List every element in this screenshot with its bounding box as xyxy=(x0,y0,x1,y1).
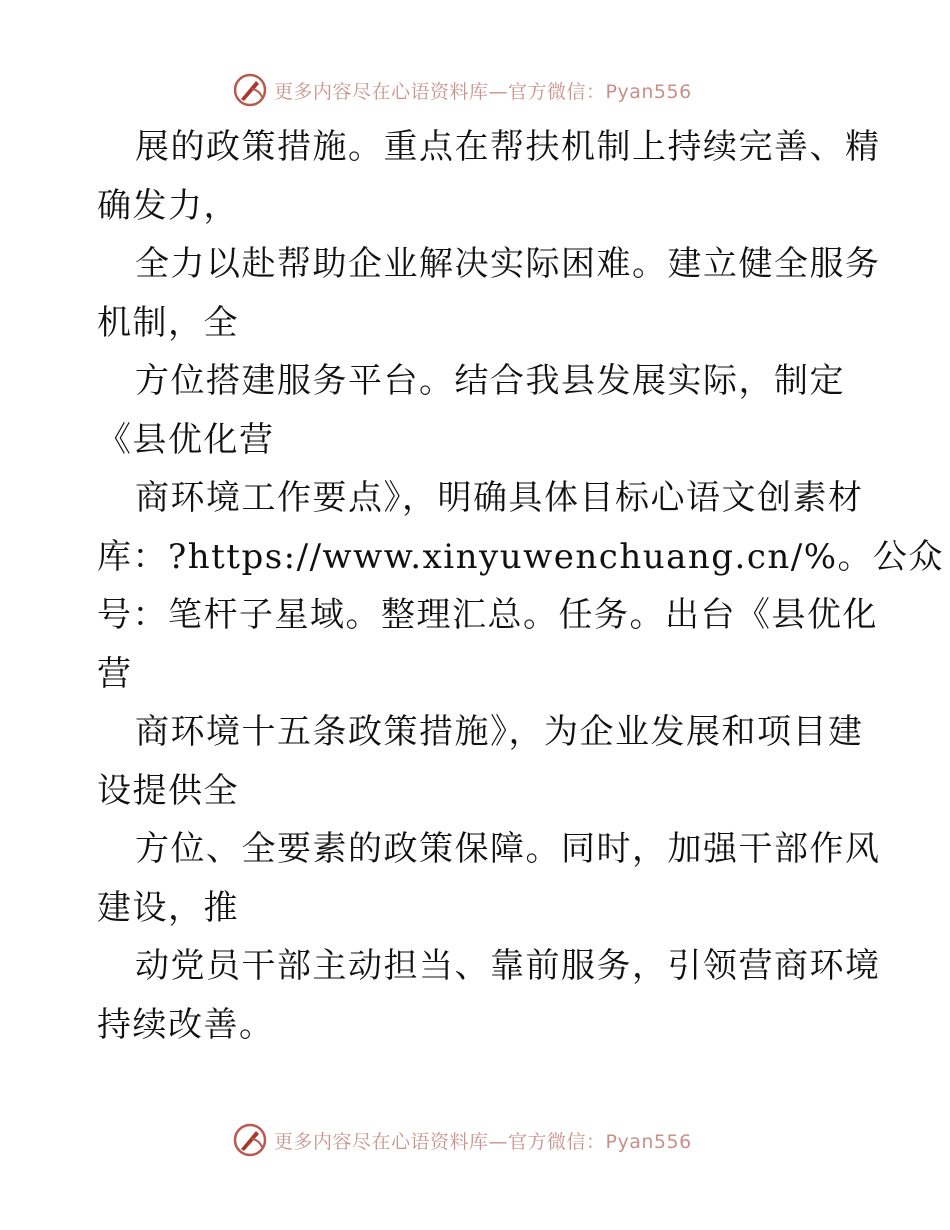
header-banner xyxy=(232,70,692,110)
body-line: 动党员干部主动担当、靠前服务，引领营商环境 xyxy=(135,946,881,986)
body-line: 建设，推 xyxy=(97,887,239,928)
body-line: 持续改善。 xyxy=(97,1004,275,1045)
header-banner-text: 更多内容尽在心语资料库—官方微信：Pyan556 xyxy=(274,80,692,103)
body-line: 确发力， xyxy=(97,185,239,226)
body-line: 展的政策措施。重点在帮扶机制上持续完善、精 xyxy=(135,127,881,167)
body-line: 全力以赴帮助企业解决实际困难。建立健全服务 xyxy=(135,244,881,284)
body-line: 号：笔杆子星域。整理汇总。任务。出台《县优化 xyxy=(97,595,878,635)
body-line: 《县优化营 xyxy=(97,419,275,460)
body-line: 机制，全 xyxy=(97,302,239,343)
quill-logo-icon xyxy=(232,72,268,108)
body-line: 设提供全 xyxy=(97,770,239,811)
body-line: 方位、全要素的政策保障。同时，加强干部作风 xyxy=(135,829,881,869)
footer-banner xyxy=(232,1120,692,1160)
body-line: 方位搭建服务平台。结合我县发展实际，制定 xyxy=(135,361,845,401)
body-line: 库：?https://www.xinyuwenchuang.cn/%。公众 xyxy=(97,536,945,577)
body-line: 商环境十五条政策措施》，为企业发展和项目建 xyxy=(135,712,864,752)
quill-logo-icon xyxy=(232,1122,268,1158)
body-line: 营 xyxy=(97,653,133,694)
body-line: 商环境工作要点》，明确具体目标心语文创素材 xyxy=(135,478,864,518)
document-body xyxy=(97,118,945,1054)
footer-banner-text: 更多内容尽在心语资料库—官方微信：Pyan556 xyxy=(274,1130,692,1153)
